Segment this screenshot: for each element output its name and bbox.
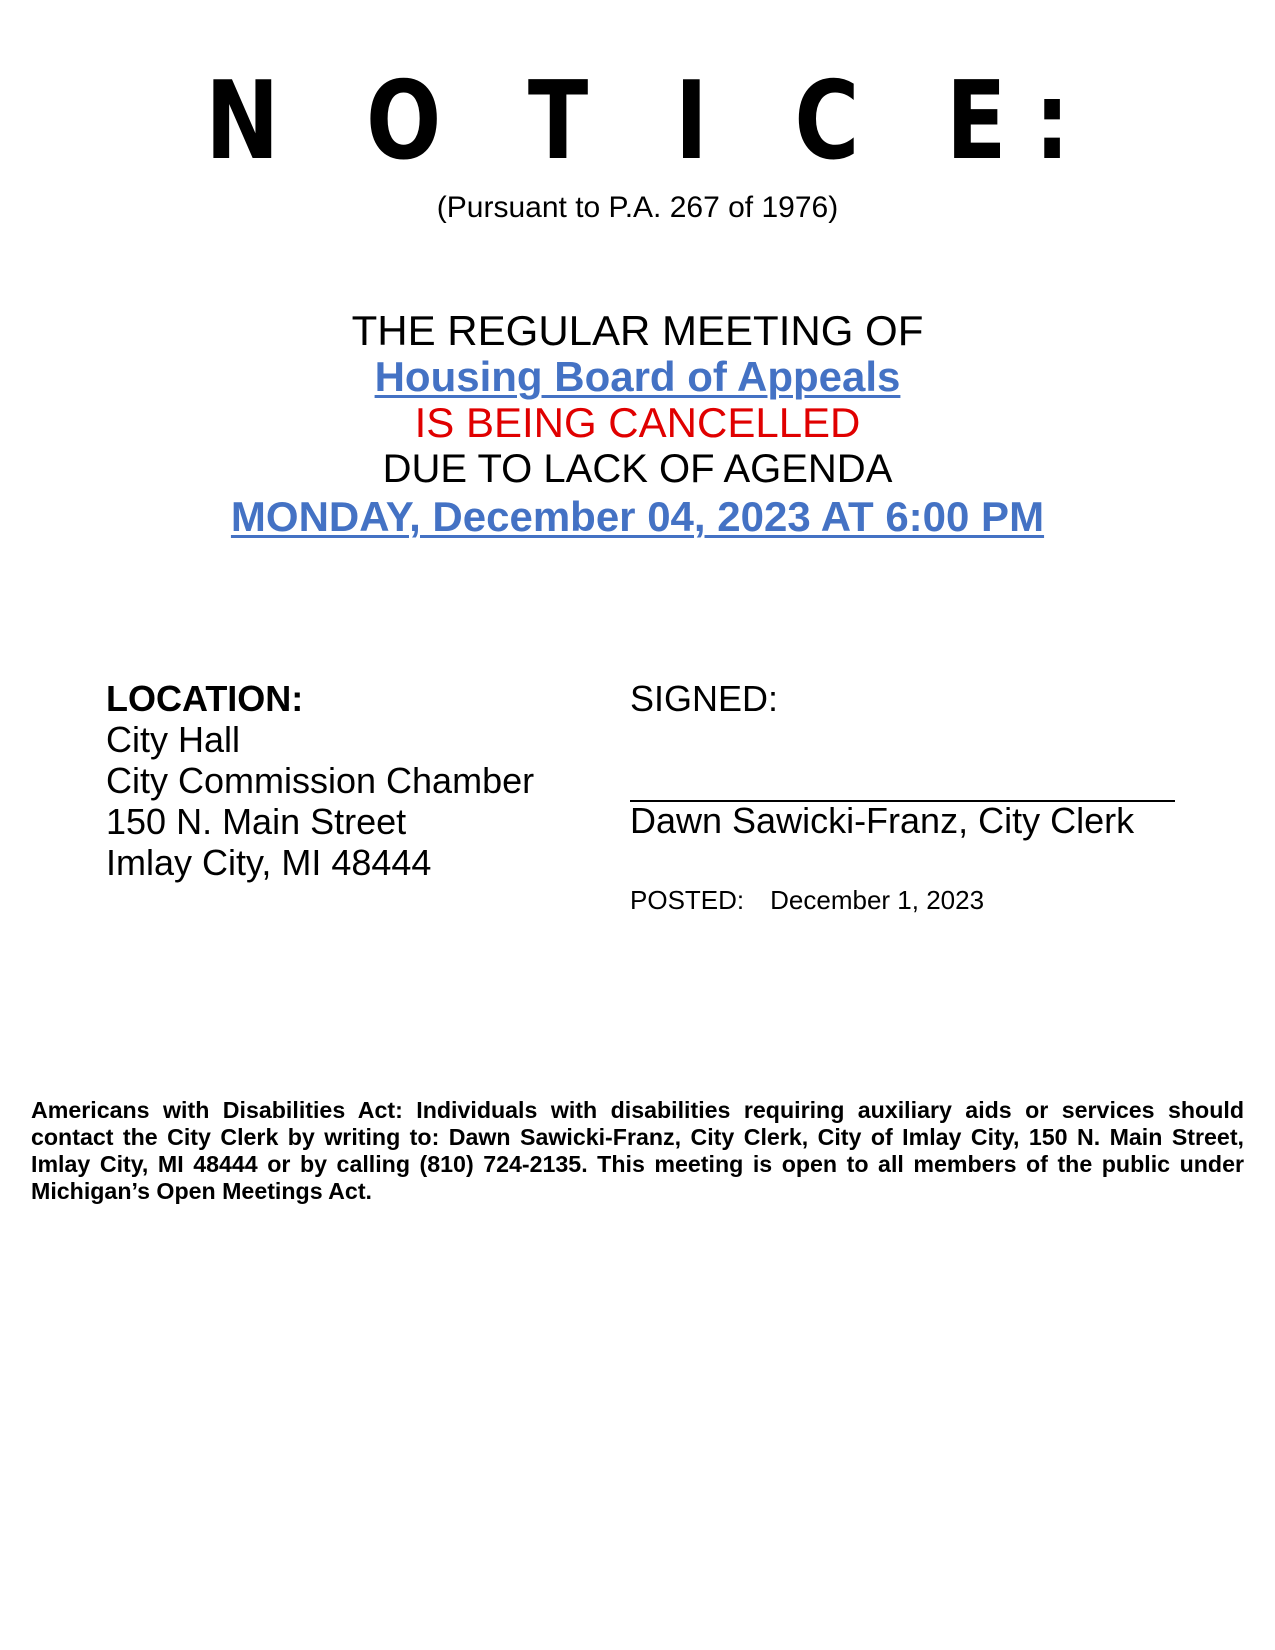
- meeting-intro: THE REGULAR MEETING OF: [351, 307, 924, 354]
- location-line: 150 N. Main Street: [106, 801, 407, 842]
- posted-label: POSTED:: [630, 885, 745, 915]
- board-name: Housing Board of Appeals: [374, 353, 901, 400]
- posted-line: [630, 884, 984, 916]
- location-line: City Hall: [106, 719, 241, 760]
- location-label: LOCATION:: [106, 678, 304, 719]
- posted-date: December 1, 2023: [770, 885, 985, 915]
- location-block: [106, 678, 534, 883]
- pursuant-subtitle: (Pursuant to P.A. 267 of 1976): [436, 191, 839, 224]
- meeting-datetime: MONDAY, December 04, 2023 AT 6:00 PM: [230, 493, 1045, 540]
- ada-notice: Americans with Disabilities Act: Individuals with disabilities requiring auxiliary aids or services should contact the City Clerk by writing to: Dawn Sawicki-Franz, City Clerk, City of Imlay City, 150 N. Main Street, Imlay City, MI 48444 or by calling (810) 724-2135. This meeting is open to all members of the public under Michigan’s Open Meetings Act.: [31, 1097, 1244, 1204]
- location-line: Imlay City, MI 48444: [106, 842, 432, 883]
- meeting-announcement: [0, 308, 1275, 542]
- cancellation-status: IS BEING CANCELLED: [414, 399, 861, 446]
- notice-heading: N O T I C E:: [205, 59, 1098, 184]
- signer-name: Dawn Sawicki-Franz, City Clerk: [630, 800, 1135, 841]
- location-line: City Commission Chamber: [106, 760, 535, 801]
- signed-label: SIGNED:: [630, 678, 779, 719]
- cancellation-reason: DUE TO LACK OF AGENDA: [382, 447, 893, 491]
